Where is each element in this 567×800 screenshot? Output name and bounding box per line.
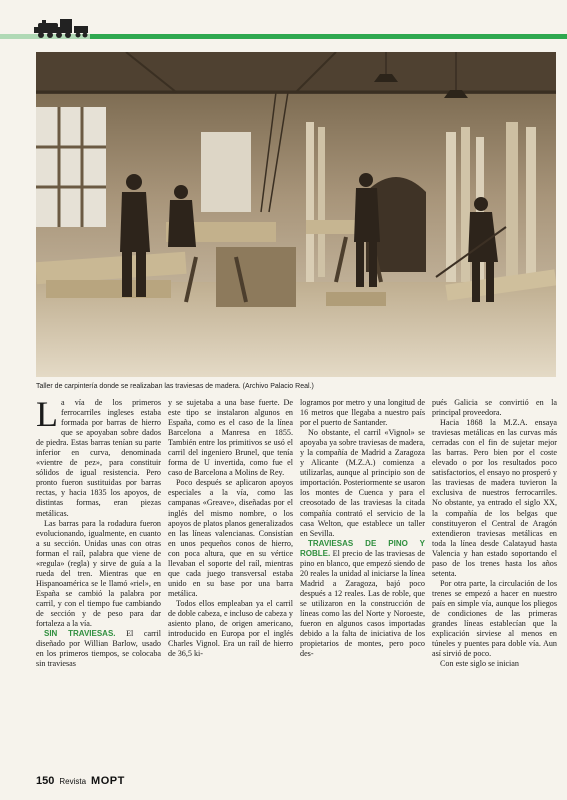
page-number: 150 <box>36 775 55 787</box>
photo-caption: Taller de carpintería donde se realizaban las traviesas de madera. (Archivo Palacio Real.) <box>36 383 314 390</box>
photo-illustration <box>36 52 556 377</box>
page-header <box>0 0 567 46</box>
paragraph: Hacia 1868 la M.Z.A. ensaya traviesas metálicas en las curvas más cerradas con el fin de sujetar mejor las barras. Pero bien por el coste elevado o por los resultados poco satisfactorios, el ensayo no prosperó y las traviesas de madera tuvieron la exclusiva de nuestros ferrocarriles. No obstante, ya entrado el siglo XX, la compañía de los belgas que constituyeron el Central de Aragón extendieron traviesas metálicas en toda la línea desde Calatayud hasta Valencia y han estado soportando el paso de los trenes hasta los años setenta. <box>432 418 557 578</box>
paragraph: pués Galicia se convirtió en la principal proveedora. <box>432 398 557 418</box>
paragraph: El carril diseñado por Willian Barlow, usado en los primeros tiempos, se colocaba sin traviesas <box>36 629 161 669</box>
paragraph: logramos por metro y una longitud de 16 metros que llegaba a nuestro país por el puerto de Santander. <box>300 398 425 428</box>
paragraph: Las barras para la rodadura fueron evolucionando, igualmente, en cuanto a su sección. Unidas unas con otras forman el raíl, palabra que viene de «regula» (regla) y sirve de guía a la rueda del tren. Mientras que en Hispanoamérica se le llamó «riel», en España se cambió la palabra por carril, y con el tiempo fue cambiando de sección y de peso para dar fortaleza a la vía. <box>36 518 161 629</box>
section-subhead: SIN TRAVIESAS. <box>44 629 116 639</box>
carpentry-workshop-photo <box>36 52 556 377</box>
paragraph: Poco después se aplicaron apoyos especiales a la vía, como las campanas «Greave», diseñadas por el inglés del mismo nombre, o los apoyos de platos planos generalizados en las líneas valencianas. Consistían en unos pequeños conos de hierro, con poca altura, que en su vértice llevaban el soporte del raíl, mientras que cada juego transversal estaba unido en su base por una barra metálica. <box>168 478 293 598</box>
article-column-1 <box>36 398 161 773</box>
article-column-3 <box>300 398 425 773</box>
paragraph: a vía de los primeros ferrocarriles ingleses estaba formada por barras de hierro que se apoyaban sobre dados de piedra. Estas barras tenían su parte inferior en curva, denominada «vientre de pez», para constituir sólidos de igual resistencia. Pero pronto fueron sustituidas por barras rectas, y hacia 1835 los apoyos, de distintas formas, eran piezas metálicas. <box>36 398 161 518</box>
paragraph: Con este siglo se inician <box>440 659 519 669</box>
paragraph: y se sujetaba a una base fuerte. De este tipo se instalaron algunos en España, como es el caso de la línea Barcelona a Manresa en 1855. También entre los primitivos se usó el carril del ingeniero Brunel, que tenía forma de U invertida, como fue el caso de Barcelona a Molins de Rey. <box>168 398 293 478</box>
article-body <box>36 398 557 773</box>
article-column-4 <box>432 398 557 773</box>
paragraph: No obstante, el carril «Vignol» se apoyaba ya sobre traviesas de madera, y la compañía de Madrid a Zaragoza y Alicante (M.Z.A.) comienza a utilizarlas, aunque al principio son de importación. Posteriormente se usaron los montes de Cuenca y para el creosotado de las traviesas la citada compañía contrató el servicio de la casa Welton, que establece un taller en Sevilla. <box>300 428 425 538</box>
magazine-logo: MOPT <box>91 775 125 787</box>
section-subhead: TRAVIESAS DE PINO Y ROBLE. <box>300 538 425 558</box>
page-footer <box>36 775 336 793</box>
train-icon <box>32 14 90 40</box>
article-column-2 <box>168 398 293 773</box>
drop-cap: L <box>36 398 58 434</box>
magazine-word: Revista <box>59 777 87 786</box>
paragraph: Todos ellos empleaban ya el carril de doble cabeza, e incluso de cabeza y asiento plano, de origen americano, introducido en Europa por el inglés Charles Vignol. Era un raíl de hierro de 36,5 ki- <box>168 598 293 659</box>
paragraph: El precio de las traviesas de pino en blanco, que empezó siendo de 20 reales la unidad al iniciarse la línea Madrid a Zaragoza, bajó poco después a 12 reales. Las de roble, que se utilizaron en la construcción de líneas como las del Norte y Noroeste, fueron en algunos casos importadas debido a la falta de iniciativa de los propietarios de montes, pero poco des- <box>300 548 425 659</box>
paragraph: Por otra parte, la circulación de los trenes se empezó a hacer en nuestro país en simple vía, aunque los pliegos de condiciones de las primeras grandes líneas establecían que la explicación sirviese al menos en túneles y puentes para doble vía. Aun así sirvió de poco. <box>432 578 557 659</box>
header-green-rule <box>90 34 567 39</box>
